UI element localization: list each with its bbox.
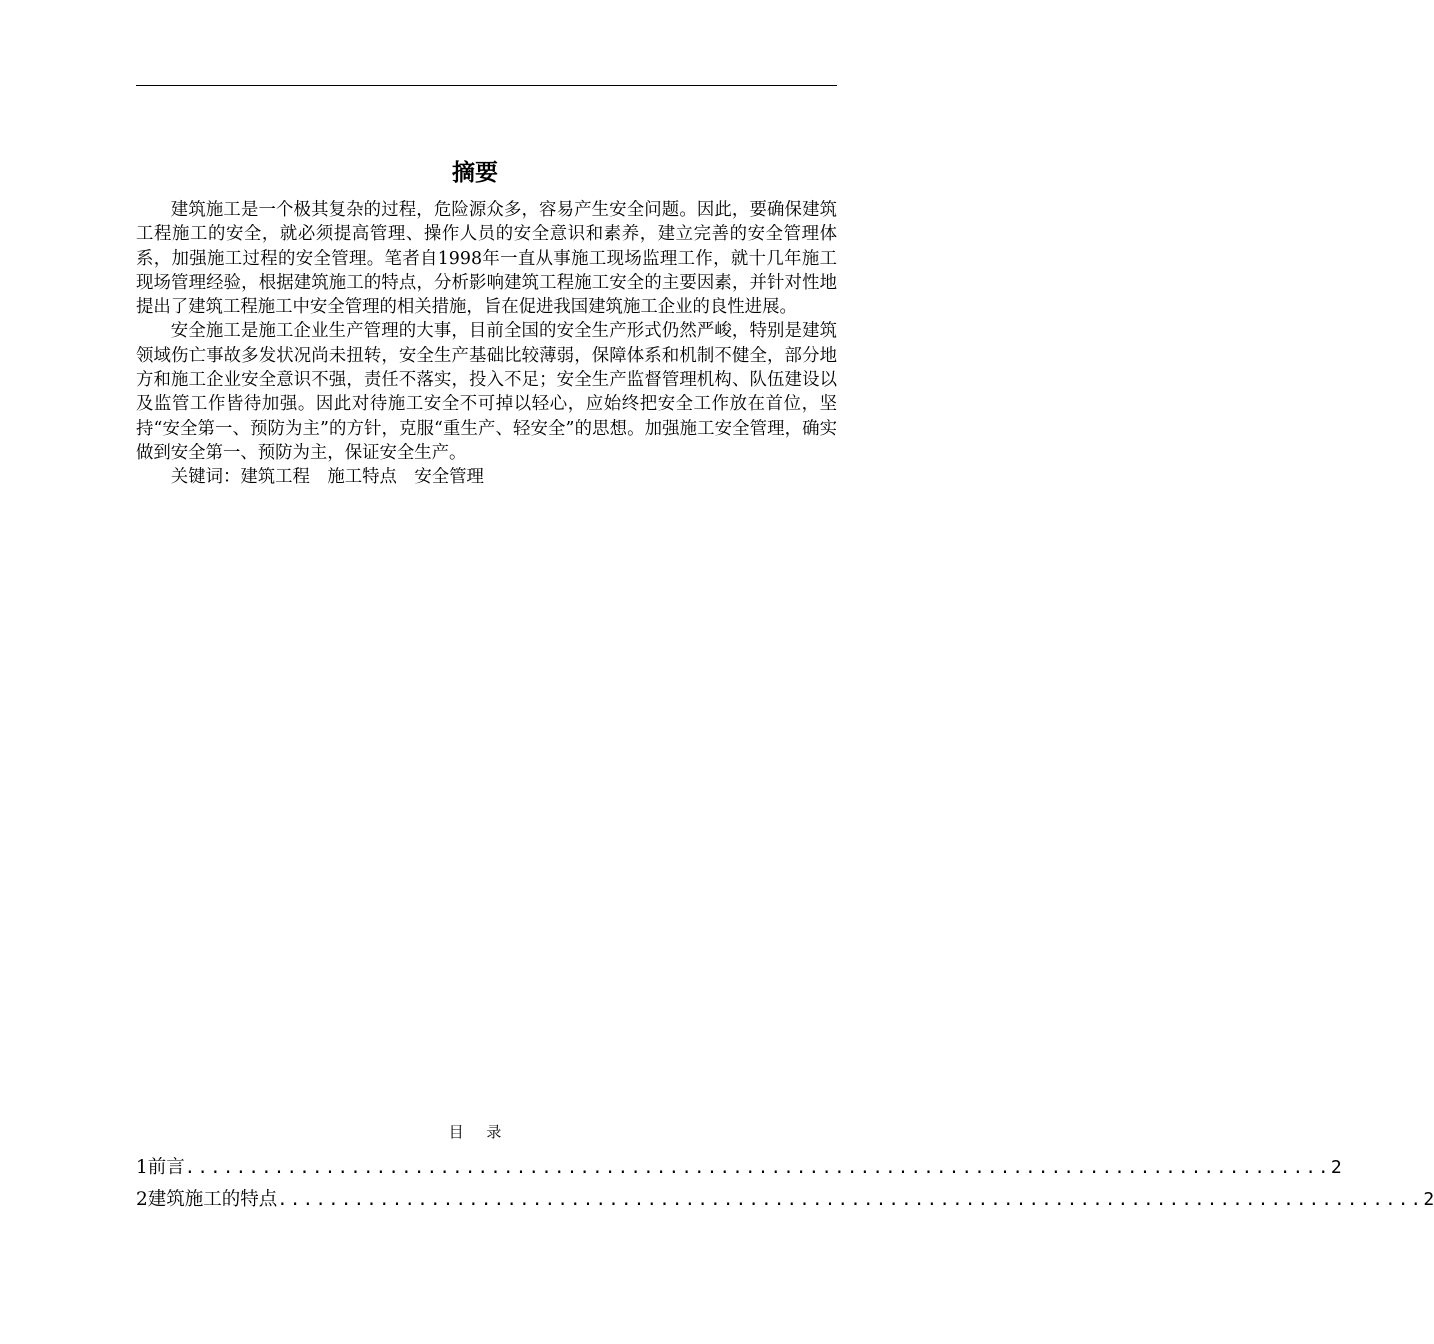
toc-entry-label: 1前言	[136, 1157, 185, 1178]
abstract-paragraph-2: 安全施工是施工企业生产管理的大事，目前全国的安全生产形式仍然严峻，特别是建筑领域伤亡事故多发状况尚未扭转，安全生产基础比较薄弱，保障体系和机制不健全，部分地方和施工企业安全意识不强，责任不落实，投入不足；安全生产监督管理机构、队伍建设以及监管工作皆待加强。因此对待施工安全不可掉以轻心，应始终把安全工作放在首位，坚持“安全第一、预防为主”的方针，克服“重生产、轻安全”的思想。加强施工安全管理，确实做到安全第一、预防为主，保证安全生产。	[136, 321, 837, 463]
toc-dot-leader: ..........................................................................................	[277, 1190, 1424, 1210]
table-of-contents	[136, 1152, 1434, 1216]
toc-title: 目 录	[448, 1123, 511, 1141]
abstract-paragraph-1: 建筑施工是一个极其复杂的过程，危险源众多，容易产生安全问题。因此，要确保建筑工程施工的安全，就必须提高管理、操作人员的安全意识和素养，建立完善的安全管理体系，加强施工过程的安全管理。笔者自1998年一直从事施工现场监理工作，就十几年施工现场管理经验，根据建筑施工的特点，分析影响建筑工程施工安全的主要因素，并针对性地提出了建筑工程施工中安全管理的相关措施，旨在促进我国建筑施工企业的良性进展。	[136, 200, 837, 318]
toc-dot-leader: ..........................................................................................	[184, 1158, 1331, 1178]
keyword: 安全管理	[414, 467, 484, 488]
toc-page-number: 2	[1423, 1189, 1434, 1210]
abstract-body	[136, 198, 837, 490]
keyword: 建筑工程	[240, 467, 310, 488]
toc-page-number: 2	[1330, 1157, 1342, 1178]
abstract-title: 摘要	[452, 160, 498, 186]
keywords-label: 关键词：	[170, 467, 241, 488]
keywords-line	[136, 465, 837, 489]
keyword: 施工特点	[327, 467, 397, 488]
toc-entry-construction-features[interactable]	[136, 1184, 1434, 1216]
toc-entry-label: 2建筑施工的特点	[136, 1189, 278, 1210]
toc-entry-introduction[interactable]	[136, 1152, 1342, 1184]
header-rule	[136, 85, 837, 86]
